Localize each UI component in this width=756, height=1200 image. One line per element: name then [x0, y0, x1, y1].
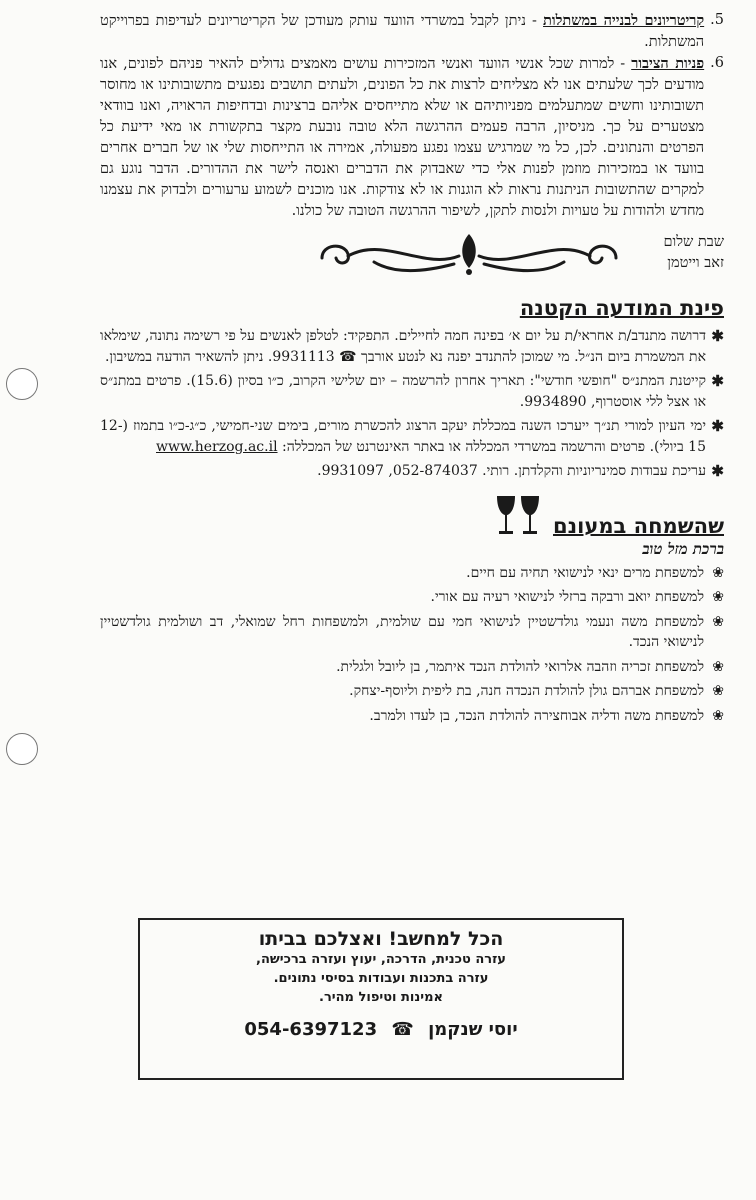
- ad-item: ✱ ימי העיון למורי תנ״ך ייערכו השנה במכללת יעקב הרצוג להכשרת מורים, בימים שני-חמישי, כ״ג-כ״ו בתמוז (12-15 ביולי). פרטים והרשמה במשרדי המכללה או באתר האינטרנט של המכללה: www.herzog.ac.il: [100, 417, 724, 455]
- flower-icon: ❀: [712, 589, 724, 605]
- item-title: קריטריונים לבנייה במשתלות: [543, 12, 705, 29]
- simcha-item: ❀ למשפחת זכריה וזהבה אלרואי להולדת הנכד איתמר, בן ליובל ולגלית.: [100, 657, 724, 678]
- ad-item: ✱ דרושה מתנדב/ת אחראי/ת על יום א׳ בפינה חמה לחיילים. התפקיד: לטלפן לאנשים על פי רשימה נתונה, שימלאו את המשמרת ביום הנ״ל. מי שמוכן להתנדב יפנה נא לנטע אורבך ☎ 9931113. ניתן להשאיר הודעה במשיבון.: [100, 327, 724, 365]
- newsletter-page: [100, 10, 724, 730]
- college-url-link[interactable]: www.herzog.ac.il: [156, 438, 278, 455]
- ad-line: עזרה בתכנות ועבודות בסיסי נתונים.: [273, 971, 489, 986]
- flower-icon: ❀: [712, 658, 724, 675]
- ornament-divider-icon: [314, 230, 624, 276]
- ad-contact: [140, 1019, 622, 1040]
- item-number: 6.: [710, 55, 724, 71]
- ad-line: עזרה טכנית, הדרכה, יעוץ ועזרה ברכישה,: [256, 952, 506, 967]
- signature-greeting: שבת שלום: [663, 234, 724, 250]
- ad-item: ✱ עריכת עבודות סמינריוניות והקלדתן. רותי. 052-874037, 9931097.: [317, 462, 724, 480]
- item-number: 5.: [710, 12, 724, 28]
- item-body: - למרות שכל אנשי הוועד ואנשי המזכירות עושים מאמצים גדולים להאיר פניהם לפונים, אנו מודעים לכך שלעתים אנו לא מצליחים לרצות את כל הפונים, ולעתים תושבים נפגעים מתשובותינו או מחוסר תשובותינו וחשים שמתעלמים מפניותיהם או שלא מתייחסים אליהם ברצינות ובדחיפות הראויה, ואנו בוודאי מצטערים על כך. מניסיון, הרבה פעמים ההרגשה הלא טובה נובעת מקצר בתקשורת או מאי ידיעת כל הפרטים והנתונים. לכן, כל מי שמרגיש עצמו נפגע מפעולה, אמירה או התייחסות שלי או של חברים אחרים בוועד או במזכירות מוזמן לפנות אלי כדי שאבדוק את הדברים ואנסה לישר את ההדורים. הדבר נוגע גם למקרים שהתשובות הניתנות נראות לא הוגנות או לא צודקות. אנו מוכנים לשמוע ערעורים ולבדוק את עצמנו מחדש ולהודות על טעויות ולנסות לתקן, לשיפור ההרגשה הטובה של כולנו.: [100, 56, 705, 219]
- asterisk-icon: ✱: [711, 327, 724, 345]
- item-body: - ניתן לקבל במשרדי הוועד עותק מעודכן של הקריטריונים לעדיפות בפרוייקט המשתלות.: [100, 13, 705, 50]
- signature-name: זאב וייטמן: [667, 255, 724, 271]
- phone-icon: ☎: [391, 1019, 414, 1040]
- ad-headline: הכל למחשב! ואצלכם בביתו: [258, 928, 504, 950]
- section-title-simcha: שהשמחה במעונם: [553, 513, 724, 538]
- computer-service-ad: [138, 918, 624, 1080]
- simcha-header: [100, 494, 724, 538]
- simcha-item: ❀ למשפחת משה ודליה אבוחצירה להולדת הנכד, בן לעדו ולמרב.: [100, 706, 724, 727]
- simcha-item: ❀ למשפחת יואב ורבקה ברזלי לנישואי רעיה עם אורי.: [100, 587, 724, 608]
- blessing-subtitle: ברכת מזל טוב: [642, 539, 724, 558]
- punch-hole-top: [6, 368, 38, 400]
- item-6: [100, 53, 724, 222]
- flower-icon: ❀: [712, 707, 724, 724]
- simcha-item: ❀ למשפחת אברהם גולן להולדת הנכדה חנה, בת ליפית וליוסף-יצחק.: [100, 681, 724, 702]
- punch-hole-bottom: [6, 733, 38, 765]
- item-5: [100, 10, 724, 53]
- item-title: פניות הציבור: [631, 55, 705, 72]
- flower-icon: ❀: [712, 613, 724, 630]
- contact-name: יוסי שנקמן: [428, 1019, 518, 1040]
- contact-phone: 054-6397123: [244, 1019, 378, 1040]
- asterisk-icon: ✱: [711, 372, 724, 390]
- flower-icon: ❀: [712, 564, 724, 581]
- signature-block: [100, 228, 724, 288]
- asterisk-icon: ✱: [711, 462, 724, 480]
- asterisk-icon: ✱: [711, 417, 724, 435]
- wine-glasses-icon: [493, 494, 545, 538]
- simcha-item: ❀ למשפחת מרים ינאי לנישואי תחיה עם חיים.: [100, 563, 724, 584]
- ad-item: ✱ קייטנת המתנ״ס "חופשי חודשי": תאריך אחרון להרשמה – יום שלישי הקרוב, כ״ו בסיון (15.6). פרטים במתנ״ס או אצל ללי אוסטרוף, 9934890.: [100, 372, 724, 410]
- ad-line: אמינות וטיפול מהיר.: [319, 990, 443, 1005]
- section-title-small-ads: פינת המודעה הקטנה: [519, 296, 724, 320]
- flower-icon: ❀: [712, 683, 724, 699]
- simcha-item: ❀ למשפחת משה ונעמי גולדשטיין לנישואי חמי עם שולמית, ולמשפחות רחל שמואלי, דב ושולמית גולדשטיין לנישואי הנכד.: [100, 613, 724, 650]
